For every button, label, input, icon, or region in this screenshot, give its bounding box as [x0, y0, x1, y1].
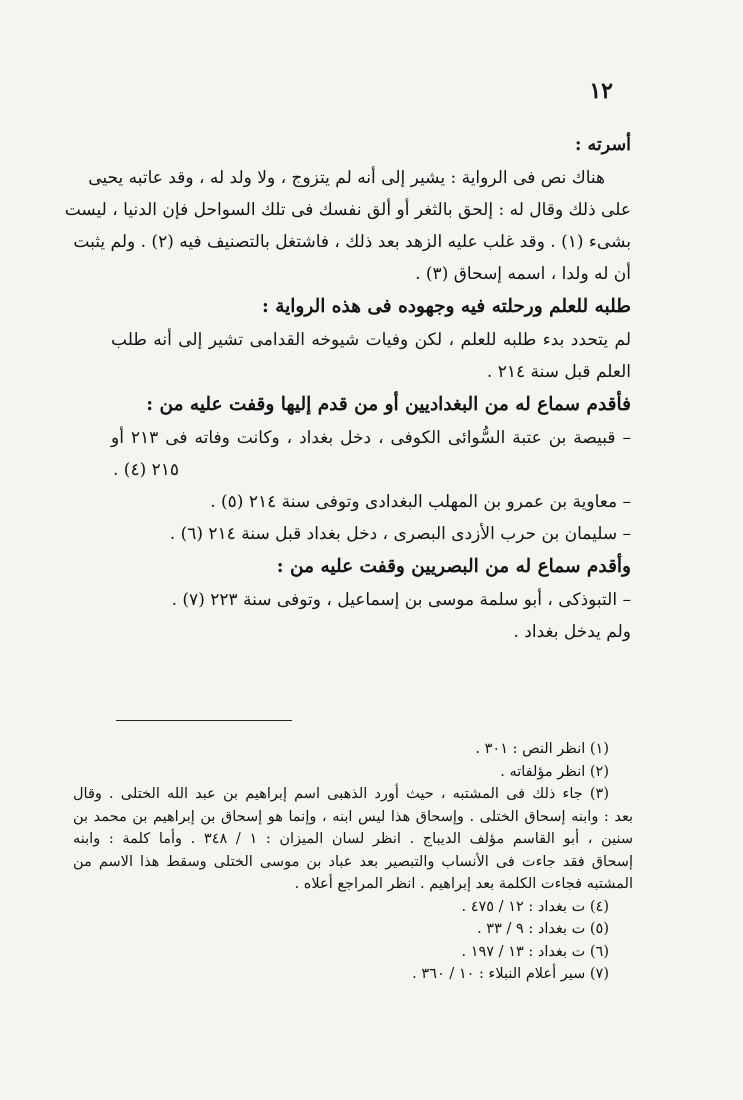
footnote-line: سنين ، أبو القاسم مؤلف الديباج . انظر لسان الميزان : ١ / ٣٤٨ . وأما كلمة : وابنه	[73, 831, 633, 847]
list-item: – معاوية بن عمرو بن المهلب البغدادى وتوفى سنة ٢١٤ (٥) .	[111, 486, 631, 518]
paragraph-line: على ذلك وقال له : إلحق بالثغر أو ألق نفسك فى تلك السواحل فإن الدنيا ، ليست	[64, 200, 631, 220]
list-item: – سليمان بن حرب الأزدى البصرى ، دخل بغداد قبل سنة ٢١٤ (٦) .	[111, 518, 631, 550]
main-text	[64, 128, 631, 648]
footnote-line: (٧) سير أعلام النبلاء : ١٠ / ٣٦٠ .	[412, 966, 609, 982]
footnote-line: (٤) ت بغداد : ١٢ / ٤٧٥ .	[461, 898, 609, 915]
footnotes	[73, 738, 633, 986]
footnote-line: (٥) ت بغداد : ٩ / ٣٣ .	[477, 921, 609, 937]
footnote-line: إسحاق فقد جاءت فى الأنساب والتبصير بعد عباد بن موسى الختلى وسقط هذا الاسم من	[73, 853, 633, 870]
footnote-line: (٢) انظر مؤلفاته .	[500, 763, 609, 780]
paragraph-line: أن له ولدا ، اسمه إسحاق (٣) .	[415, 264, 631, 284]
footnote-line: (٣) جاء ذلك فى المشتبه ، حيث أورد الذهبى اسم إبراهيم بن عبد الله الختلى . وقال	[73, 786, 609, 802]
list-item: – التبوذكى ، أبو سلمة موسى بن إسماعيل ، وتوفى سنة ٢٢٣ (٧) .	[111, 584, 631, 616]
heading-study: طلبه للعلم ورحلته فيه وجهوده فى هذه الرواية :	[261, 296, 631, 317]
paragraph-line: ولم يدخل بغداد .	[513, 622, 631, 642]
footnote-line: بعد : وابنه إسحاق الختلى . وإسحاق هذا ليس ابنه ، وإنما هو إسحاق بن إبراهيم بن محمد بن	[73, 808, 633, 825]
paragraph-line: لم يتحدد بدء طلبه للعلم ، لكن وفيات شيوخه القدامى تشير إلى أنه طلب	[111, 330, 631, 350]
list-item-continuation: ٢١٥ (٤) .	[113, 460, 180, 480]
paragraph-line: بشىء (١) . وقد غلب عليه الزهد بعد ذلك ، فاشتغل بالتصنيف فيه (٢) . ولم يثبت	[73, 232, 631, 252]
paragraph-line: العلم قبل سنة ٢١٤ .	[486, 362, 631, 382]
paragraph-line: هناك نص فى الرواية : يشير إلى أنه لم يتزوج ، ولا ولد له ، وقد عاتبه يحيى	[88, 168, 605, 188]
heading-family: أسرته :	[575, 135, 631, 155]
list-item: – قبيصة بن عتبة السُّوائى الكوفى ، دخل بغداد ، وكانت وفاته فى ٢١٣ أو	[111, 422, 631, 454]
footnote-line: (١) انظر النص : ٣٠١ .	[475, 741, 609, 757]
footnote-line: (٦) ت بغداد : ١٣ / ١٩٧ .	[461, 943, 609, 960]
heading-baghdad-teachers: فأقدم سماع له من البغداديين أو من قدم إليها وقفت عليه من :	[146, 394, 631, 415]
footnote-separator	[116, 720, 292, 721]
page-number: ١٢	[589, 78, 613, 104]
heading-basra-teachers: وأقدم سماع له من البصريين وقفت عليه من :	[276, 556, 631, 577]
footnote-line: المشتبه فجاءت الكلمة بعد إبراهيم . انظر المراجع أعلاه .	[294, 876, 633, 892]
